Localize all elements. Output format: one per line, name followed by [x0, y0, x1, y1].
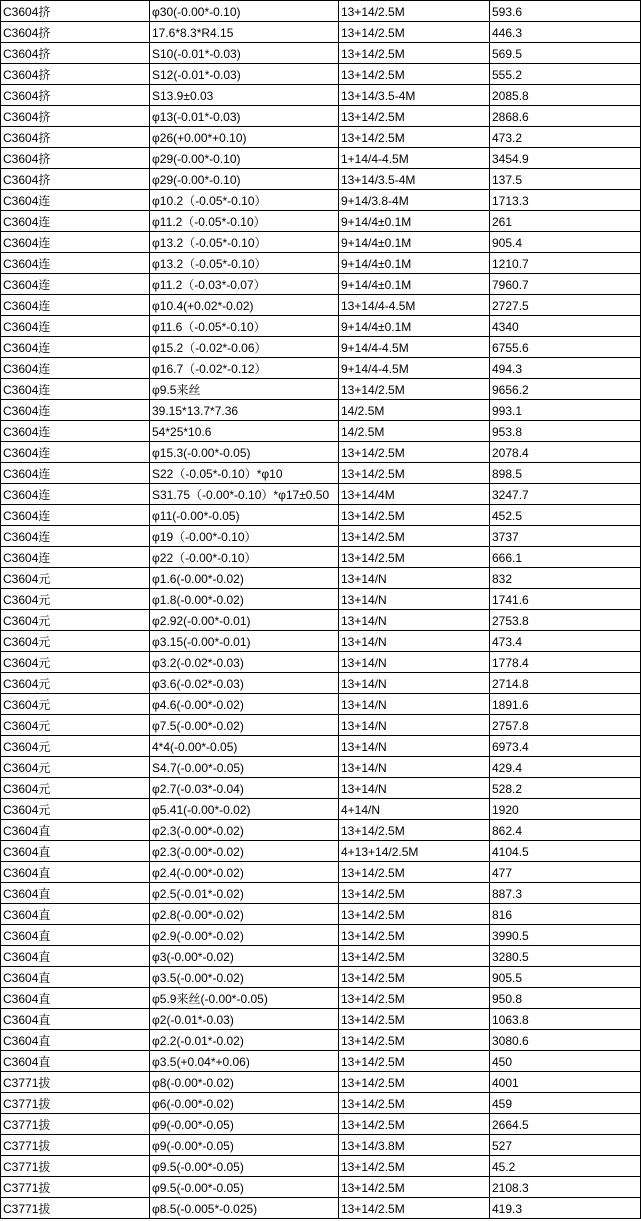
- weight-cell[interactable]: 2727.5: [490, 295, 641, 316]
- material-cell[interactable]: C3604连: [1, 505, 150, 526]
- material-cell[interactable]: C3604元: [1, 757, 150, 778]
- material-cell[interactable]: C3604连: [1, 211, 150, 232]
- spec-cell[interactable]: φ9.5来丝: [150, 379, 339, 400]
- material-cell[interactable]: C3604直: [1, 967, 150, 988]
- table-row: [1, 799, 641, 820]
- weight-cell[interactable]: 950.8: [490, 988, 641, 1009]
- spec-cell[interactable]: φ2.3(-0.00*-0.02): [150, 841, 339, 862]
- table-row: [1, 295, 641, 316]
- weight-cell[interactable]: 2757.8: [490, 715, 641, 736]
- location-cell[interactable]: 13+14/2.5M: [339, 526, 490, 547]
- location-cell[interactable]: 9+14/4±0.1M: [339, 232, 490, 253]
- spec-cell[interactable]: 17.6*8.3*R4.15: [150, 22, 339, 43]
- spec-cell[interactable]: φ13(-0.01*-0.03): [150, 106, 339, 127]
- location-cell[interactable]: 13+14/2.5M: [339, 1198, 490, 1219]
- location-cell[interactable]: 13+14/N: [339, 568, 490, 589]
- spec-cell[interactable]: φ10.4(+0.02*-0.02): [150, 295, 339, 316]
- weight-cell[interactable]: 473.4: [490, 631, 641, 652]
- table-row: [1, 127, 641, 148]
- table-row: [1, 253, 641, 274]
- spec-cell[interactable]: S31.75（-0.00*-0.10）*φ17±0.50: [150, 484, 339, 505]
- location-cell[interactable]: 13+14/2.5M: [339, 64, 490, 85]
- weight-cell[interactable]: 905.4: [490, 232, 641, 253]
- location-cell[interactable]: 13+14/2.5M: [339, 925, 490, 946]
- material-cell[interactable]: C3604挤: [1, 43, 150, 64]
- table-row: [1, 337, 641, 358]
- spec-cell[interactable]: φ6(-0.00*-0.02): [150, 1093, 339, 1114]
- table-row: [1, 946, 641, 967]
- location-cell[interactable]: 13+14/N: [339, 673, 490, 694]
- table-row: [1, 358, 641, 379]
- weight-cell[interactable]: 862.4: [490, 820, 641, 841]
- spec-cell[interactable]: φ5.41(-0.00*-0.02): [150, 799, 339, 820]
- material-cell[interactable]: C3604连: [1, 526, 150, 547]
- weight-cell[interactable]: 494.3: [490, 358, 641, 379]
- material-cell[interactable]: C3604连: [1, 337, 150, 358]
- location-cell[interactable]: 9+14/4-4.5M: [339, 358, 490, 379]
- material-cell[interactable]: C3604挤: [1, 85, 150, 106]
- spec-cell[interactable]: φ1.8(-0.00*-0.02): [150, 589, 339, 610]
- spec-cell[interactable]: φ9.5(-0.00*-0.05): [150, 1156, 339, 1177]
- table-row: [1, 1, 641, 22]
- spec-cell[interactable]: φ10.2（-0.05*-0.10）: [150, 190, 339, 211]
- location-cell[interactable]: 13+14/4-4.5M: [339, 295, 490, 316]
- weight-cell[interactable]: 898.5: [490, 463, 641, 484]
- weight-cell[interactable]: 905.5: [490, 967, 641, 988]
- weight-cell[interactable]: 429.4: [490, 757, 641, 778]
- weight-cell[interactable]: 261: [490, 211, 641, 232]
- table-row: [1, 862, 641, 883]
- material-cell[interactable]: C3604直: [1, 946, 150, 967]
- location-cell[interactable]: 13+14/2.5M: [339, 904, 490, 925]
- spec-cell[interactable]: φ7.5(-0.00*-0.02): [150, 715, 339, 736]
- location-cell[interactable]: 13+14/2.5M: [339, 820, 490, 841]
- weight-cell[interactable]: 2078.4: [490, 442, 641, 463]
- spec-cell[interactable]: φ2.3(-0.00*-0.02): [150, 820, 339, 841]
- location-cell[interactable]: 13+14/2.5M: [339, 1072, 490, 1093]
- spec-cell[interactable]: φ2(-0.01*-0.03): [150, 1009, 339, 1030]
- location-cell[interactable]: 13+14/2.5M: [339, 988, 490, 1009]
- weight-cell[interactable]: 459: [490, 1093, 641, 1114]
- spec-cell[interactable]: φ3.5(+0.04*+0.06): [150, 1051, 339, 1072]
- material-cell[interactable]: C3771拔: [1, 1177, 150, 1198]
- weight-cell[interactable]: 1063.8: [490, 1009, 641, 1030]
- spec-cell[interactable]: S4.7(-0.00*-0.05): [150, 757, 339, 778]
- location-cell[interactable]: 9+14/4±0.1M: [339, 316, 490, 337]
- table-row: [1, 211, 641, 232]
- table-row: [1, 778, 641, 799]
- material-cell[interactable]: C3604连: [1, 253, 150, 274]
- table-row: [1, 43, 641, 64]
- material-cell[interactable]: C3771拔: [1, 1198, 150, 1219]
- location-cell[interactable]: 13+14/2.5M: [339, 883, 490, 904]
- weight-cell[interactable]: 3990.5: [490, 925, 641, 946]
- material-cell[interactable]: C3604直: [1, 1009, 150, 1030]
- spec-cell[interactable]: φ11(-0.00*-0.05): [150, 505, 339, 526]
- material-cell[interactable]: C3604连: [1, 463, 150, 484]
- spec-cell[interactable]: φ3.5(-0.00*-0.02): [150, 967, 339, 988]
- table-row: [1, 1135, 641, 1156]
- table-row: [1, 715, 641, 736]
- location-cell[interactable]: 13+14/N: [339, 631, 490, 652]
- spec-cell[interactable]: φ2.2(-0.01*-0.02): [150, 1030, 339, 1051]
- material-cell[interactable]: C3604元: [1, 715, 150, 736]
- spec-cell[interactable]: φ22（-0.00*-0.10）: [150, 547, 339, 568]
- table-row: [1, 148, 641, 169]
- table-row: [1, 568, 641, 589]
- table-row: [1, 904, 641, 925]
- spec-cell[interactable]: φ3.2(-0.02*-0.03): [150, 652, 339, 673]
- location-cell[interactable]: 13+14/2.5M: [339, 967, 490, 988]
- table-row: [1, 400, 641, 421]
- location-cell[interactable]: 9+14/4±0.1M: [339, 274, 490, 295]
- spec-cell[interactable]: φ9(-0.00*-0.05): [150, 1135, 339, 1156]
- material-cell[interactable]: C3771拔: [1, 1114, 150, 1135]
- material-cell[interactable]: C3604连: [1, 316, 150, 337]
- spec-cell[interactable]: φ19（-0.00*-0.10）: [150, 526, 339, 547]
- table-row: [1, 85, 641, 106]
- table-row: [1, 1177, 641, 1198]
- spec-cell[interactable]: φ2.9(-0.00*-0.02): [150, 925, 339, 946]
- weight-cell[interactable]: 1891.6: [490, 694, 641, 715]
- table-row: [1, 1114, 641, 1135]
- table-row: [1, 967, 641, 988]
- material-cell[interactable]: C3604连: [1, 358, 150, 379]
- table-row: [1, 169, 641, 190]
- material-cell[interactable]: C3604元: [1, 778, 150, 799]
- location-cell[interactable]: 13+14/2.5M: [339, 547, 490, 568]
- spec-cell[interactable]: φ2.8(-0.00*-0.02): [150, 904, 339, 925]
- material-cell[interactable]: C3604连: [1, 379, 150, 400]
- weight-cell[interactable]: 450: [490, 1051, 641, 1072]
- spec-cell[interactable]: φ15.2（-0.02*-0.06）: [150, 337, 339, 358]
- weight-cell[interactable]: 1210.7: [490, 253, 641, 274]
- spec-cell[interactable]: φ3.6(-0.02*-0.03): [150, 673, 339, 694]
- location-cell[interactable]: 14/2.5M: [339, 400, 490, 421]
- weight-cell[interactable]: 473.2: [490, 127, 641, 148]
- spec-cell[interactable]: φ11.2（-0.05*-0.10）: [150, 211, 339, 232]
- table-row: [1, 22, 641, 43]
- material-cell[interactable]: C3771拔: [1, 1135, 150, 1156]
- material-cell[interactable]: C3604直: [1, 988, 150, 1009]
- spec-cell[interactable]: φ26(+0.00*+0.10): [150, 127, 339, 148]
- material-cell[interactable]: C3604直: [1, 925, 150, 946]
- weight-cell[interactable]: 887.3: [490, 883, 641, 904]
- material-cell[interactable]: C3604连: [1, 274, 150, 295]
- location-cell[interactable]: 13+14/N: [339, 757, 490, 778]
- spec-cell[interactable]: φ13.2（-0.05*-0.10）: [150, 232, 339, 253]
- table-row: [1, 526, 641, 547]
- material-cell[interactable]: C3604直: [1, 904, 150, 925]
- location-cell[interactable]: 13+14/2.5M: [339, 1177, 490, 1198]
- material-cell[interactable]: C3771拔: [1, 1093, 150, 1114]
- location-cell[interactable]: 13+14/N: [339, 589, 490, 610]
- weight-cell[interactable]: 452.5: [490, 505, 641, 526]
- weight-cell[interactable]: 1920: [490, 799, 641, 820]
- material-cell[interactable]: C3604挤: [1, 22, 150, 43]
- material-cell[interactable]: C3604元: [1, 673, 150, 694]
- spec-cell[interactable]: φ15.3(-0.00*-0.05): [150, 442, 339, 463]
- weight-cell[interactable]: 446.3: [490, 22, 641, 43]
- weight-cell[interactable]: 1741.6: [490, 589, 641, 610]
- weight-cell[interactable]: 4340: [490, 316, 641, 337]
- location-cell[interactable]: 13+14/2.5M: [339, 1114, 490, 1135]
- spec-cell[interactable]: φ2.5(-0.01*-0.02): [150, 883, 339, 904]
- spec-cell[interactable]: φ4.6(-0.00*-0.02): [150, 694, 339, 715]
- material-cell[interactable]: C3604元: [1, 694, 150, 715]
- weight-cell[interactable]: 528.2: [490, 778, 641, 799]
- location-cell[interactable]: 13+14/3.8M: [339, 1135, 490, 1156]
- spec-cell[interactable]: 4*4(-0.00*-0.05): [150, 736, 339, 757]
- table-row: [1, 442, 641, 463]
- material-cell[interactable]: C3604元: [1, 589, 150, 610]
- weight-cell[interactable]: 45.2: [490, 1156, 641, 1177]
- spec-cell[interactable]: φ13.2（-0.05*-0.10）: [150, 253, 339, 274]
- material-cell[interactable]: C3604连: [1, 295, 150, 316]
- weight-cell[interactable]: 3080.6: [490, 1030, 641, 1051]
- table-row: [1, 274, 641, 295]
- material-cell[interactable]: C3604连: [1, 547, 150, 568]
- weight-cell[interactable]: 2714.8: [490, 673, 641, 694]
- weight-cell[interactable]: 4001: [490, 1072, 641, 1093]
- table-row: [1, 589, 641, 610]
- material-cell[interactable]: C3604元: [1, 799, 150, 820]
- location-cell[interactable]: 13+14/2.5M: [339, 22, 490, 43]
- location-cell[interactable]: 13+14/2.5M: [339, 1051, 490, 1072]
- weight-cell[interactable]: 2108.3: [490, 1177, 641, 1198]
- weight-cell[interactable]: 4104.5: [490, 841, 641, 862]
- table-row: [1, 1156, 641, 1177]
- location-cell[interactable]: 4+13+14/2.5M: [339, 841, 490, 862]
- material-cell[interactable]: C3604挤: [1, 64, 150, 85]
- material-cell[interactable]: C3604元: [1, 736, 150, 757]
- location-cell[interactable]: 1+14/4-4.5M: [339, 148, 490, 169]
- weight-cell[interactable]: 6755.6: [490, 337, 641, 358]
- weight-cell[interactable]: 2664.5: [490, 1114, 641, 1135]
- table-row: [1, 757, 641, 778]
- material-cell[interactable]: C3771拔: [1, 1072, 150, 1093]
- material-cell[interactable]: C3604连: [1, 190, 150, 211]
- weight-cell[interactable]: 816: [490, 904, 641, 925]
- table-row: [1, 421, 641, 442]
- table-row: [1, 631, 641, 652]
- table-row: [1, 694, 641, 715]
- weight-cell[interactable]: 2753.8: [490, 610, 641, 631]
- spec-cell[interactable]: 54*25*10.6: [150, 421, 339, 442]
- weight-cell[interactable]: 3280.5: [490, 946, 641, 967]
- table-row: [1, 673, 641, 694]
- location-cell[interactable]: 13+14/2.5M: [339, 106, 490, 127]
- table-row: [1, 316, 641, 337]
- spec-cell[interactable]: φ3.15(-0.00*-0.01): [150, 631, 339, 652]
- table-row: [1, 1051, 641, 1072]
- table-row: [1, 106, 641, 127]
- table-row: [1, 841, 641, 862]
- weight-cell[interactable]: 593.6: [490, 1, 641, 22]
- location-cell[interactable]: 9+14/4±0.1M: [339, 253, 490, 274]
- location-cell[interactable]: 13+14/2.5M: [339, 1009, 490, 1030]
- location-cell[interactable]: 13+14/2.5M: [339, 1, 490, 22]
- spec-cell[interactable]: φ2.92(-0.00*-0.01): [150, 610, 339, 631]
- weight-cell[interactable]: 1778.4: [490, 652, 641, 673]
- spec-cell[interactable]: S13.9±0.03: [150, 85, 339, 106]
- location-cell[interactable]: 13+14/2.5M: [339, 442, 490, 463]
- location-cell[interactable]: 13+14/3.5-4M: [339, 85, 490, 106]
- spec-cell[interactable]: φ29(-0.00*-0.10): [150, 148, 339, 169]
- location-cell[interactable]: 13+14/2.5M: [339, 1093, 490, 1114]
- weight-cell[interactable]: 6973.4: [490, 736, 641, 757]
- weight-cell[interactable]: 832: [490, 568, 641, 589]
- location-cell[interactable]: 9+14/4±0.1M: [339, 211, 490, 232]
- spec-cell[interactable]: φ30(-0.00*-0.10): [150, 1, 339, 22]
- material-cell[interactable]: C3604元: [1, 568, 150, 589]
- table-row: [1, 988, 641, 1009]
- location-cell[interactable]: 9+14/4-4.5M: [339, 337, 490, 358]
- material-cell[interactable]: C3604直: [1, 1051, 150, 1072]
- material-cell[interactable]: C3604直: [1, 883, 150, 904]
- material-cell[interactable]: C3604挤: [1, 127, 150, 148]
- location-cell[interactable]: 13+14/N: [339, 694, 490, 715]
- spec-cell[interactable]: φ16.7（-0.02*-0.12）: [150, 358, 339, 379]
- weight-cell[interactable]: 569.5: [490, 43, 641, 64]
- spec-cell[interactable]: φ5.9来丝(-0.00*-0.05): [150, 988, 339, 1009]
- table-row: [1, 1198, 641, 1219]
- spec-cell[interactable]: φ9.5(-0.00*-0.05): [150, 1177, 339, 1198]
- table-row: [1, 505, 641, 526]
- spec-cell[interactable]: S10(-0.01*-0.03): [150, 43, 339, 64]
- material-cell[interactable]: C3604元: [1, 610, 150, 631]
- location-cell[interactable]: 13+14/N: [339, 715, 490, 736]
- weight-cell[interactable]: 419.3: [490, 1198, 641, 1219]
- location-cell[interactable]: 13+14/2.5M: [339, 1156, 490, 1177]
- weight-cell[interactable]: 527: [490, 1135, 641, 1156]
- location-cell[interactable]: 14/2.5M: [339, 421, 490, 442]
- table-row: [1, 64, 641, 85]
- weight-cell[interactable]: 3454.9: [490, 148, 641, 169]
- spec-cell[interactable]: φ2.7(-0.03*-0.04): [150, 778, 339, 799]
- weight-cell[interactable]: 3247.7: [490, 484, 641, 505]
- weight-cell[interactable]: 9656.2: [490, 379, 641, 400]
- location-cell[interactable]: 13+14/2.5M: [339, 862, 490, 883]
- table-row: [1, 1093, 641, 1114]
- spec-cell[interactable]: φ1.6(-0.00*-0.02): [150, 568, 339, 589]
- weight-cell[interactable]: 2085.8: [490, 85, 641, 106]
- material-cell[interactable]: C3604挤: [1, 148, 150, 169]
- material-cell[interactable]: C3604直: [1, 820, 150, 841]
- table-row: [1, 820, 641, 841]
- table-row: [1, 1009, 641, 1030]
- location-cell[interactable]: 13+14/N: [339, 610, 490, 631]
- material-cell[interactable]: C3604连: [1, 232, 150, 253]
- spec-cell[interactable]: S22（-0.05*-0.10）*φ10: [150, 463, 339, 484]
- location-cell[interactable]: 13+14/2.5M: [339, 505, 490, 526]
- location-cell[interactable]: 13+14/2.5M: [339, 127, 490, 148]
- location-cell[interactable]: 13+14/2.5M: [339, 1030, 490, 1051]
- material-cell[interactable]: C3604连: [1, 442, 150, 463]
- spec-cell[interactable]: 39.15*13.7*7.36: [150, 400, 339, 421]
- weight-cell[interactable]: 137.5: [490, 169, 641, 190]
- location-cell[interactable]: 13+14/N: [339, 778, 490, 799]
- material-cell[interactable]: C3604元: [1, 631, 150, 652]
- weight-cell[interactable]: 953.8: [490, 421, 641, 442]
- table-row: [1, 1030, 641, 1051]
- weight-cell[interactable]: 7960.7: [490, 274, 641, 295]
- location-cell[interactable]: 13+14/2.5M: [339, 379, 490, 400]
- material-cell[interactable]: C3604连: [1, 400, 150, 421]
- table-row: [1, 1072, 641, 1093]
- spec-cell[interactable]: φ29(-0.00*-0.10): [150, 169, 339, 190]
- table-row: [1, 379, 641, 400]
- table-row: [1, 925, 641, 946]
- spec-cell[interactable]: φ2.4(-0.00*-0.02): [150, 862, 339, 883]
- material-cell[interactable]: C3604元: [1, 652, 150, 673]
- spec-cell[interactable]: φ8.5(-0.005*-0.025): [150, 1198, 339, 1219]
- table-row: [1, 652, 641, 673]
- inventory-table-body: [1, 1, 641, 1219]
- table-row: [1, 232, 641, 253]
- location-cell[interactable]: 13+14/4M: [339, 484, 490, 505]
- spec-cell[interactable]: φ8(-0.00*-0.02): [150, 1072, 339, 1093]
- weight-cell[interactable]: 666.1: [490, 547, 641, 568]
- spec-cell[interactable]: φ9(-0.00*-0.05): [150, 1114, 339, 1135]
- spec-cell[interactable]: φ11.6（-0.05*-0.10）: [150, 316, 339, 337]
- location-cell[interactable]: 13+14/3.5-4M: [339, 169, 490, 190]
- material-cell[interactable]: C3604直: [1, 841, 150, 862]
- material-cell[interactable]: C3604连: [1, 421, 150, 442]
- weight-cell[interactable]: 477: [490, 862, 641, 883]
- location-cell[interactable]: 13+14/2.5M: [339, 463, 490, 484]
- material-cell[interactable]: C3604挤: [1, 169, 150, 190]
- weight-cell[interactable]: 555.2: [490, 64, 641, 85]
- weight-cell[interactable]: 993.1: [490, 400, 641, 421]
- table-row: [1, 463, 641, 484]
- location-cell[interactable]: 13+14/N: [339, 652, 490, 673]
- location-cell[interactable]: 4+14/N: [339, 799, 490, 820]
- material-cell[interactable]: C3604直: [1, 1030, 150, 1051]
- spec-cell[interactable]: S12(-0.01*-0.03): [150, 64, 339, 85]
- table-row: [1, 883, 641, 904]
- material-cell[interactable]: C3604直: [1, 862, 150, 883]
- table-row: [1, 736, 641, 757]
- table-row: [1, 484, 641, 505]
- weight-cell[interactable]: 3737: [490, 526, 641, 547]
- location-cell[interactable]: 13+14/2.5M: [339, 43, 490, 64]
- material-cell[interactable]: C3604挤: [1, 106, 150, 127]
- spec-cell[interactable]: φ11.2（-0.03*-0.07）: [150, 274, 339, 295]
- table-row: [1, 547, 641, 568]
- spec-cell[interactable]: φ3(-0.00*-0.02): [150, 946, 339, 967]
- material-cell[interactable]: C3604连: [1, 484, 150, 505]
- table-row: [1, 610, 641, 631]
- location-cell[interactable]: 13+14/N: [339, 736, 490, 757]
- weight-cell[interactable]: 1713.3: [490, 190, 641, 211]
- weight-cell[interactable]: 2868.6: [490, 106, 641, 127]
- material-cell[interactable]: C3771拔: [1, 1156, 150, 1177]
- location-cell[interactable]: 13+14/2.5M: [339, 946, 490, 967]
- material-cell[interactable]: C3604挤: [1, 1, 150, 22]
- location-cell[interactable]: 9+14/3.8-4M: [339, 190, 490, 211]
- table-row: [1, 190, 641, 211]
